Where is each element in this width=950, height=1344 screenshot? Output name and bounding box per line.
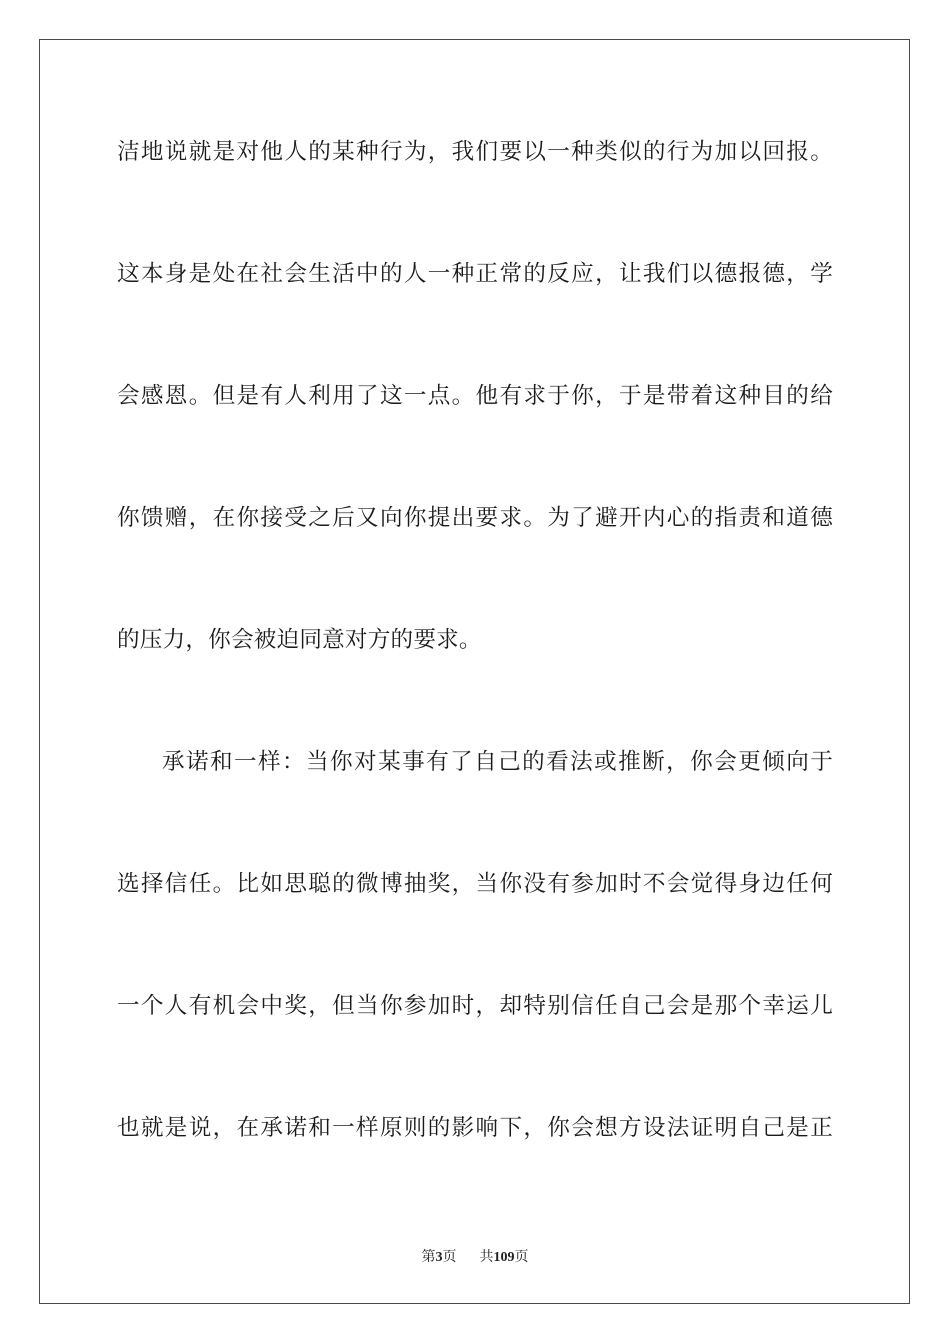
total-unit: 页 <box>514 1250 529 1265</box>
text-line-8: 一个人有机会中奖，但当你参加时，却特别信任自己会是那个幸运儿 <box>117 993 833 1019</box>
page-prefix: 第 <box>421 1250 436 1265</box>
text-line-4: 你馈赠，在你接受之后又向你提出要求。为了避开内心的指责和道德 <box>117 505 833 531</box>
page-current: 3 <box>435 1250 443 1265</box>
text-line-3: 会感恩。但是有人利用了这一点。他有求于你，于是带着这种目的给 <box>117 383 833 409</box>
page-total <box>480 1250 529 1265</box>
page-number <box>422 1250 461 1265</box>
text-line-2: 这本身是处在社会生活中的人一种正常的反应，让我们以德报德，学 <box>117 261 833 287</box>
text-line-1: 洁地说就是对他人的某种行为，我们要以一种类似的行为加以回报。 <box>117 139 833 165</box>
page-unit: 页 <box>442 1250 457 1265</box>
text-line-6: 承诺和一样：当你对某事有了自己的看法或推断，你会更倾向于 <box>162 749 833 775</box>
page-footer <box>0 1246 950 1266</box>
text-line-9: 也就是说，在承诺和一样原则的影响下，你会想方设法证明自己是正 <box>117 1115 833 1141</box>
total-count: 109 <box>493 1250 515 1265</box>
total-prefix: 共 <box>479 1250 494 1265</box>
text-line-7: 选择信任。比如思聪的微博抽奖，当你没有参加时不会觉得身边任何 <box>117 871 833 897</box>
text-line-5: 的压力，你会被迫同意对方的要求。 <box>117 627 482 653</box>
